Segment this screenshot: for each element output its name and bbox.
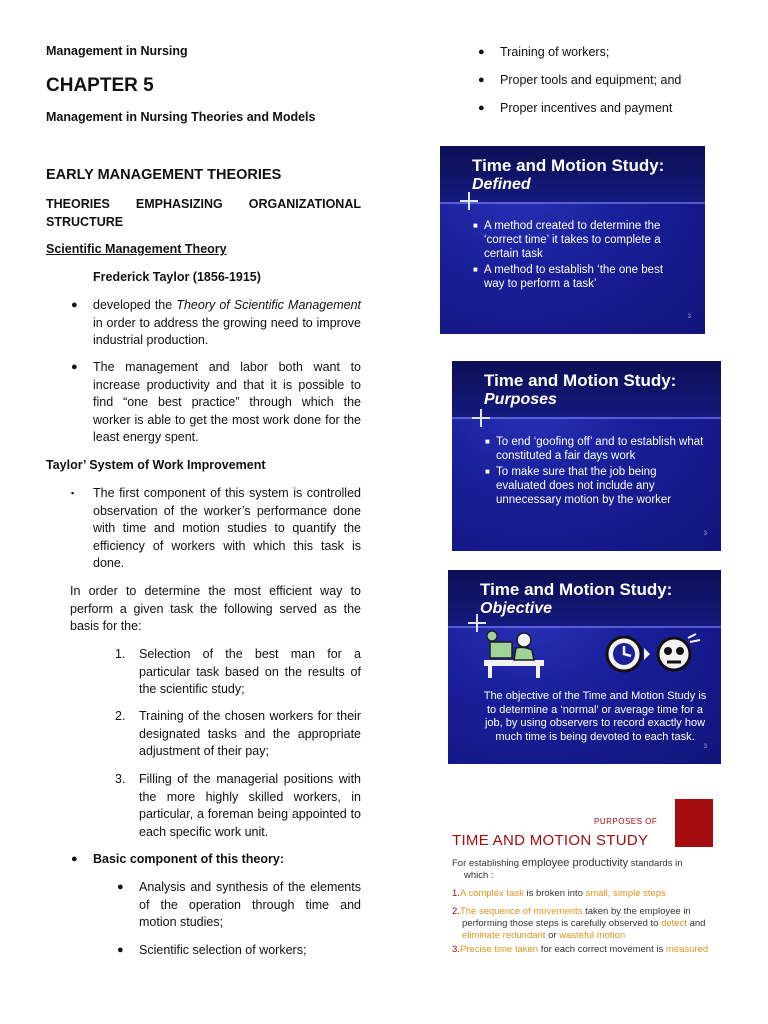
bullet-icon: ● bbox=[478, 102, 485, 114]
slide-subtitle: Purposes bbox=[484, 391, 557, 408]
slide-subtitle: Objective bbox=[480, 600, 553, 617]
system-item: ▪ The first component of this system is controlled observation of the worker’s performance done with time and motion studies to quantify the efficiency of workers with which this task is done. bbox=[71, 486, 361, 570]
slide-objective-text: The objective of the Time and Motion Study is to determine a ‘normal’ or average time for a job, by using observers to record exactly how much time is being devoted to each task. bbox=[483, 690, 707, 743]
system-heading: Taylor’ System of Work Improvement bbox=[46, 458, 266, 472]
slide-title: Time and Motion Study: bbox=[484, 371, 677, 390]
numbered-item-1: 1. Selection of the best man for a particular task based on the results of the scientific study; bbox=[115, 647, 361, 696]
purposes-graphic bbox=[446, 796, 726, 966]
bullet-icon: ▪ bbox=[71, 488, 75, 498]
graphic-point-3: 3.Precise time taken for each correct movement is measured bbox=[452, 944, 709, 955]
person-heading: Frederick Taylor (1856-1915) bbox=[93, 270, 261, 284]
slide-defined: Time and Motion Study: Defined ■ A method created to determine the ‘correct time’ it takes to complete a certain task ■ A method to establish ‘the one best way to perform a task’ 3 bbox=[440, 146, 705, 334]
slide-title: Time and Motion Study: bbox=[472, 156, 665, 175]
sparkle-icon bbox=[460, 192, 478, 210]
sparkle-icon bbox=[472, 409, 490, 427]
bullet-icon: ● bbox=[478, 74, 485, 86]
basic-item-1: ● Analysis and synthesis of the elements of the operation through time and motion studies; bbox=[117, 880, 361, 929]
basic-item-2: ● Scientific selection of workers; bbox=[139, 942, 361, 960]
bullet-icon: ● bbox=[71, 853, 78, 865]
numbered-item-2: 2. Training of the chosen workers for their designated tasks and the appropriate adjustment of their pay; bbox=[115, 709, 361, 758]
graphic-title: TIME AND MOTION STUDY bbox=[452, 832, 649, 849]
slide-subtitle: Defined bbox=[472, 176, 531, 193]
basis-intro: In order to determine the most efficient way to perform a given task the following served as the basis for the: bbox=[70, 584, 361, 633]
bullet-icon: ● bbox=[117, 881, 124, 893]
theory-heading: Scientific Management Theory bbox=[46, 242, 227, 256]
right-bullet-1: ● Training of workers; bbox=[500, 44, 740, 62]
slide-item: ■ A method to establish ‘the one best way to perform a task’ bbox=[474, 263, 684, 291]
slide-item: ■ To make sure that the job being evaluated does not include any unnecessary motion by the worker bbox=[486, 465, 706, 507]
section-subtitle-line2: STRUCTURE bbox=[46, 215, 124, 229]
right-bullet-3: ● Proper incentives and payment bbox=[500, 100, 740, 118]
bullet-icon: ● bbox=[71, 361, 78, 373]
basic-heading: ● Basic component of this theory: bbox=[93, 851, 361, 869]
course-title: Management in Nursing bbox=[46, 44, 188, 58]
section-title: EARLY MANAGEMENT THEORIES bbox=[46, 167, 282, 183]
bullet-icon: ● bbox=[71, 299, 78, 311]
bullet-icon: ● bbox=[117, 944, 124, 956]
chapter-title: CHAPTER 5 bbox=[46, 75, 154, 96]
slide-item: ■ A method created to determine the ‘correct time’ it takes to complete a certain task bbox=[474, 219, 684, 261]
slide-purposes: Time and Motion Study: Purposes ■ To end ‘goofing off’ and to establish what constituted a fair days work ■ To make sure that the job being evaluated does not include any unnecessary motion by the worker 3 bbox=[452, 361, 721, 551]
slide-title: Time and Motion Study: bbox=[480, 580, 673, 599]
right-bullet-2: ● Proper tools and equipment; and bbox=[500, 72, 740, 90]
graphic-kicker: PURPOSES OF bbox=[594, 817, 658, 826]
graphic-point-2: 2.The sequence of movements taken by the employee in performing those steps is carefully observed to detect and eliminate redundant or wasteful motion bbox=[452, 906, 706, 941]
bullet-theory: ● developed the Theory of Scientific Management in order to address the growing need to improve industrial production. bbox=[71, 298, 362, 347]
accent-square bbox=[675, 799, 713, 847]
bullet-productivity: ● The management and labor both want to increase productivity and that it is possible to find “one best practice” through which the worker is able to get the most work done for the least energy spent. bbox=[71, 360, 361, 444]
bullet-icon: ● bbox=[478, 46, 485, 58]
worker-at-desk-icon bbox=[478, 626, 566, 680]
section-subtitle-line1: THEORIES EMPHASIZING ORGANIZATIONAL bbox=[46, 197, 361, 211]
graphic-point-1: 1.A complex task is broken into small, simple steps bbox=[452, 888, 666, 899]
slide-objective: Time and Motion Study: Objective The objective of the Time and Motion Study is to determine a ‘normal’ or average time for a job, by using observers to record exactly how much time is being devoted to each task. 3 bbox=[448, 570, 721, 764]
graphic-intro: For establishing employee productivity standards in which : bbox=[452, 857, 683, 881]
numbered-item-3: 3. Filling of the managerial positions with the more highly skilled workers, in particular, a foreman being appointed to each specific work unit. bbox=[115, 772, 361, 839]
slide-item: ■ To end ‘goofing off’ and to establish what constituted a fair days work bbox=[486, 435, 706, 463]
chapter-subtitle: Management in Nursing Theories and Models bbox=[46, 110, 316, 124]
stopwatch-icon bbox=[604, 632, 704, 674]
